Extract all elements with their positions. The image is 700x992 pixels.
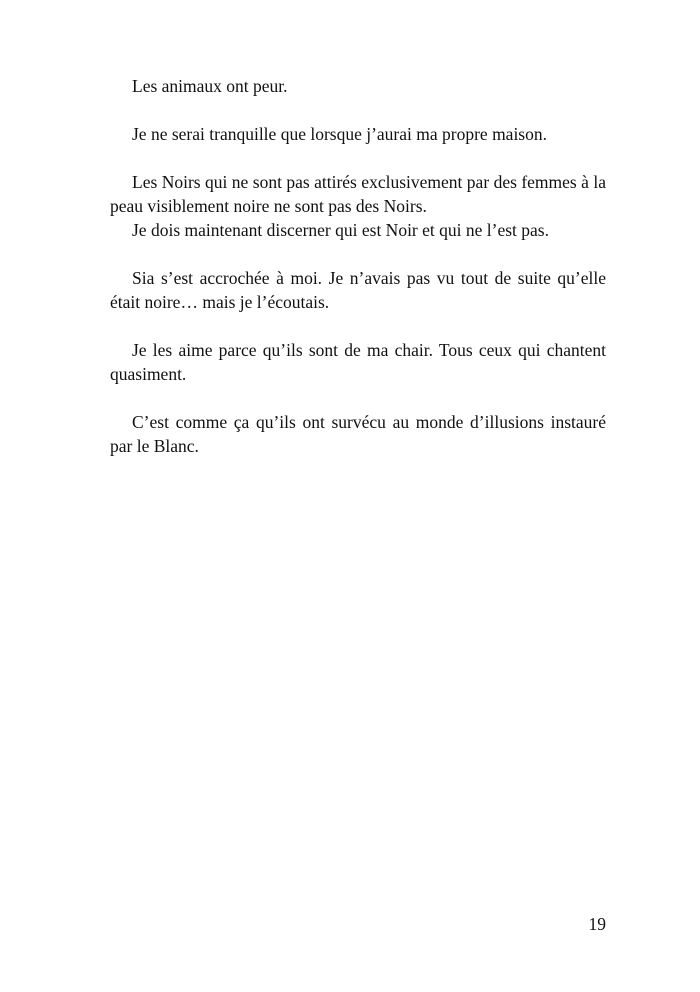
paragraph: Sia s’est accrochée à moi. Je n’avais pas vu tout de suite qu’elle était noire… mais je l’écoutais. bbox=[110, 268, 606, 312]
paragraph: Je dois maintenant discerner qui est Noir et qui ne l’est pas. bbox=[132, 220, 549, 240]
paragraph: Je ne serai tranquille que lorsque j’aurai ma propre maison. bbox=[132, 124, 547, 144]
page-body bbox=[110, 74, 606, 458]
page-number: 19 bbox=[588, 914, 606, 934]
paragraph: Les animaux ont peur. bbox=[132, 76, 288, 96]
paragraph: Les Noirs qui ne sont pas attirés exclusivement par des femmes à la peau visiblement noire ne sont pas des Noirs. bbox=[110, 172, 606, 216]
paragraph: Je les aime parce qu’ils sont de ma chair. Tous ceux qui chantent quasiment. bbox=[110, 340, 606, 384]
paragraph: C’est comme ça qu’ils ont survécu au monde d’illusions instauré par le Blanc. bbox=[110, 412, 606, 456]
